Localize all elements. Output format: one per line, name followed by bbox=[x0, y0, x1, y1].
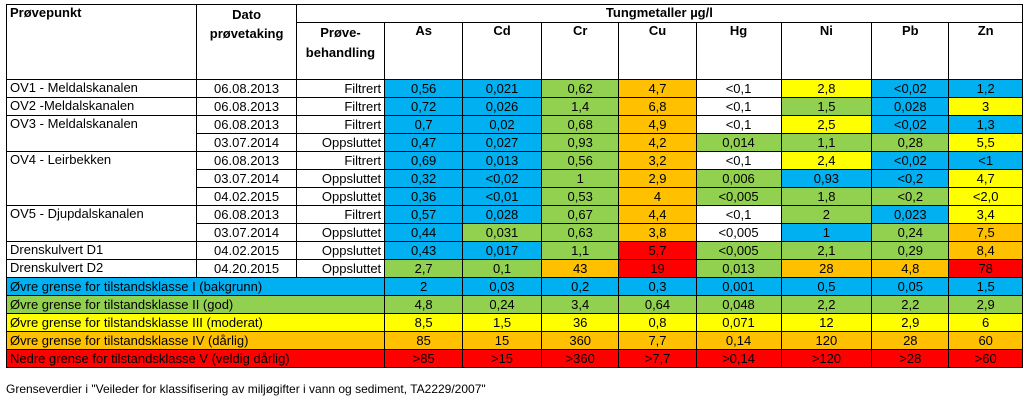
header-sample-treatment: Prøve-behandling bbox=[296, 23, 384, 80]
limit-value-cell: 28 bbox=[872, 332, 949, 350]
metal-value-cell: 0,63 bbox=[541, 224, 619, 242]
header-metal-hg: Hg bbox=[696, 23, 781, 80]
sample-treatment-cell: Oppsluttet bbox=[296, 224, 384, 242]
sample-treatment-cell: Oppsluttet bbox=[296, 260, 384, 278]
sample-date-cell: 04.02.2015 bbox=[197, 242, 296, 260]
sample-treatment-cell: Filtrert bbox=[296, 98, 384, 116]
table-row bbox=[7, 260, 1023, 278]
metal-value-cell: 0,021 bbox=[463, 80, 542, 98]
metal-value-cell: 2 bbox=[781, 206, 872, 224]
limit-value-cell: 120 bbox=[781, 332, 872, 350]
limit-row bbox=[7, 350, 1023, 368]
metal-value-cell: 2,1 bbox=[781, 242, 872, 260]
metal-value-cell: 0,36 bbox=[385, 188, 463, 206]
sample-treatment-cell: Oppsluttet bbox=[296, 242, 384, 260]
limit-value-cell: >7,7 bbox=[619, 350, 696, 368]
metal-value-cell: 0,7 bbox=[385, 116, 463, 134]
metal-value-cell: 8,4 bbox=[949, 242, 1023, 260]
sample-point-cell: OV4 - Leirbekken bbox=[7, 152, 197, 206]
metal-value-cell: 78 bbox=[949, 260, 1023, 278]
metal-value-cell: 1,2 bbox=[949, 80, 1023, 98]
metal-value-cell: 0,44 bbox=[385, 224, 463, 242]
header-metal-cr: Cr bbox=[541, 23, 619, 80]
metal-value-cell: 2,9 bbox=[619, 170, 696, 188]
limit-value-cell: >0,14 bbox=[696, 350, 781, 368]
metal-value-cell: 43 bbox=[541, 260, 619, 278]
metal-value-cell: <1 bbox=[949, 152, 1023, 170]
metal-value-cell: 4,9 bbox=[619, 116, 696, 134]
metal-value-cell: 0,026 bbox=[463, 98, 542, 116]
metal-value-cell: <2,0 bbox=[949, 188, 1023, 206]
limit-value-cell: 8,5 bbox=[385, 314, 463, 332]
metal-value-cell: 1,8 bbox=[781, 188, 872, 206]
limit-value-cell: 0,8 bbox=[619, 314, 696, 332]
metal-value-cell: 0,023 bbox=[872, 206, 949, 224]
footnote: Grenseverdier i "Veileder for klassifisering av miljøgifter i vann og sediment, TA2229/2007" bbox=[6, 382, 486, 396]
sample-treatment-cell: Filtrert bbox=[296, 152, 384, 170]
metal-value-cell: <0,1 bbox=[696, 206, 781, 224]
sample-date-cell: 04.20.2015 bbox=[197, 260, 296, 278]
limit-value-cell: 12 bbox=[781, 314, 872, 332]
metal-value-cell: 2,8 bbox=[781, 80, 872, 98]
metal-value-cell: 4,7 bbox=[619, 80, 696, 98]
limit-value-cell: 0,3 bbox=[619, 278, 696, 296]
metal-value-cell: 0,013 bbox=[696, 260, 781, 278]
metal-value-cell: 0,32 bbox=[385, 170, 463, 188]
metal-value-cell: 4,8 bbox=[872, 260, 949, 278]
header-heavy-metals: Tungmetaller µg/l bbox=[296, 5, 1022, 23]
metal-value-cell: <0,2 bbox=[872, 170, 949, 188]
sample-treatment-cell: Oppsluttet bbox=[296, 134, 384, 152]
metal-value-cell: 1 bbox=[541, 170, 619, 188]
limit-row bbox=[7, 278, 1023, 296]
limit-value-cell: 0,001 bbox=[696, 278, 781, 296]
metal-value-cell: 7,5 bbox=[949, 224, 1023, 242]
sample-treatment-cell: Filtrert bbox=[296, 206, 384, 224]
sample-date-cell: 04.02.2015 bbox=[197, 188, 296, 206]
limit-value-cell: 2,9 bbox=[949, 296, 1023, 314]
limit-value-cell: 0,048 bbox=[696, 296, 781, 314]
metal-value-cell: 0,1 bbox=[463, 260, 542, 278]
limit-value-cell: 1,5 bbox=[949, 278, 1023, 296]
metal-value-cell: 28 bbox=[781, 260, 872, 278]
sample-date-cell: 03.07.2014 bbox=[197, 224, 296, 242]
header-metal-as: As bbox=[385, 23, 463, 80]
metal-value-cell: 4,2 bbox=[619, 134, 696, 152]
limit-value-cell: 2,2 bbox=[781, 296, 872, 314]
metal-value-cell: <0,1 bbox=[696, 80, 781, 98]
sample-date-cell: 03.07.2014 bbox=[197, 134, 296, 152]
metal-value-cell: 0,027 bbox=[463, 134, 542, 152]
metal-value-cell: <0,005 bbox=[696, 188, 781, 206]
metal-value-cell: 1,3 bbox=[949, 116, 1023, 134]
metal-value-cell: 1,1 bbox=[781, 134, 872, 152]
metal-value-cell: 4 bbox=[619, 188, 696, 206]
sample-point-cell: OV1 - Meldalskanalen bbox=[7, 80, 197, 98]
header-sample-point: Prøvepunkt bbox=[7, 5, 197, 80]
limit-value-cell: 0,14 bbox=[696, 332, 781, 350]
table-row bbox=[7, 116, 1023, 134]
metal-value-cell: 0,57 bbox=[385, 206, 463, 224]
metal-value-cell: <0,01 bbox=[463, 188, 542, 206]
sample-date-cell: 06.08.2013 bbox=[197, 152, 296, 170]
limit-value-cell: >360 bbox=[541, 350, 619, 368]
metal-value-cell: <0,02 bbox=[872, 152, 949, 170]
metal-value-cell: <0,2 bbox=[872, 188, 949, 206]
table-header bbox=[7, 5, 1023, 80]
metal-value-cell: 0,028 bbox=[463, 206, 542, 224]
metal-value-cell: 3 bbox=[949, 98, 1023, 116]
limit-value-cell: 85 bbox=[385, 332, 463, 350]
metal-value-cell: 0,72 bbox=[385, 98, 463, 116]
header-metal-cu: Cu bbox=[619, 23, 696, 80]
sample-treatment-cell: Oppsluttet bbox=[296, 170, 384, 188]
metal-value-cell: 0,56 bbox=[541, 152, 619, 170]
limit-value-cell: 2,9 bbox=[872, 314, 949, 332]
table-row bbox=[7, 206, 1023, 224]
sample-treatment-cell: Filtrert bbox=[296, 80, 384, 98]
heavy-metals-table bbox=[6, 4, 1023, 368]
metal-value-cell: 0,93 bbox=[541, 134, 619, 152]
limit-row bbox=[7, 332, 1023, 350]
metal-value-cell: 0,028 bbox=[872, 98, 949, 116]
limit-value-cell: 7,7 bbox=[619, 332, 696, 350]
metal-value-cell: <0,1 bbox=[696, 98, 781, 116]
header-sample-date: Dato prøvetaking bbox=[197, 5, 296, 80]
limit-value-cell: 60 bbox=[949, 332, 1023, 350]
header-metal-ni: Ni bbox=[781, 23, 872, 80]
metal-value-cell: 1,4 bbox=[541, 98, 619, 116]
limit-label-cell: Øvre grense for tilstandsklasse II (god) bbox=[7, 296, 385, 314]
limit-row bbox=[7, 296, 1023, 314]
metal-value-cell: 0,68 bbox=[541, 116, 619, 134]
sample-point-cell: OV5 - Djupdalskanalen bbox=[7, 206, 197, 242]
metal-value-cell: <0,1 bbox=[696, 116, 781, 134]
header-metal-zn: Zn bbox=[949, 23, 1023, 80]
metal-value-cell: 0,47 bbox=[385, 134, 463, 152]
limit-label-cell: Øvre grense for tilstandsklasse III (moderat) bbox=[7, 314, 385, 332]
metal-value-cell: 0,53 bbox=[541, 188, 619, 206]
sample-date-cell: 06.08.2013 bbox=[197, 80, 296, 98]
sample-date-cell: 06.08.2013 bbox=[197, 206, 296, 224]
limit-value-cell: 3,4 bbox=[541, 296, 619, 314]
metal-value-cell: 2,5 bbox=[781, 116, 872, 134]
metal-value-cell: <0,02 bbox=[872, 116, 949, 134]
limit-value-cell: 0,64 bbox=[619, 296, 696, 314]
limit-value-cell: >60 bbox=[949, 350, 1023, 368]
metal-value-cell: 0,62 bbox=[541, 80, 619, 98]
metal-value-cell: 6,8 bbox=[619, 98, 696, 116]
metal-value-cell: 0,28 bbox=[872, 134, 949, 152]
table-row bbox=[7, 98, 1023, 116]
limit-value-cell: 15 bbox=[463, 332, 542, 350]
limit-value-cell: 360 bbox=[541, 332, 619, 350]
limit-value-cell: 6 bbox=[949, 314, 1023, 332]
sample-point-cell: Drenskulvert D1 bbox=[7, 242, 197, 260]
sample-point-cell: OV3 - Meldalskanalen bbox=[7, 116, 197, 152]
table-body bbox=[7, 80, 1023, 368]
table-row bbox=[7, 242, 1023, 260]
metal-value-cell: 1,1 bbox=[541, 242, 619, 260]
metal-value-cell: 0,014 bbox=[696, 134, 781, 152]
limit-label-cell: Øvre grense for tilstandsklasse I (bakgrunn) bbox=[7, 278, 385, 296]
sample-treatment-cell: Filtrert bbox=[296, 116, 384, 134]
metal-value-cell: <0,1 bbox=[696, 152, 781, 170]
metal-value-cell: 0,93 bbox=[781, 170, 872, 188]
limit-value-cell: 0,5 bbox=[781, 278, 872, 296]
metal-value-cell: 3,2 bbox=[619, 152, 696, 170]
metal-value-cell: 0,56 bbox=[385, 80, 463, 98]
metal-value-cell: 4,4 bbox=[619, 206, 696, 224]
limit-value-cell: >28 bbox=[872, 350, 949, 368]
metal-value-cell: 0,69 bbox=[385, 152, 463, 170]
metal-value-cell: <0,02 bbox=[872, 80, 949, 98]
metal-value-cell: 5,7 bbox=[619, 242, 696, 260]
metal-value-cell: 4,7 bbox=[949, 170, 1023, 188]
metal-value-cell: <0,005 bbox=[696, 242, 781, 260]
metal-value-cell: 1 bbox=[781, 224, 872, 242]
header-metal-pb: Pb bbox=[872, 23, 949, 80]
limit-value-cell: >120 bbox=[781, 350, 872, 368]
limit-value-cell: 0,071 bbox=[696, 314, 781, 332]
limit-value-cell: 0,24 bbox=[463, 296, 542, 314]
limit-value-cell: 0,05 bbox=[872, 278, 949, 296]
limit-label-cell: Øvre grense for tilstandsklasse IV (dårlig) bbox=[7, 332, 385, 350]
metal-value-cell: 0,43 bbox=[385, 242, 463, 260]
sample-treatment-cell: Oppsluttet bbox=[296, 188, 384, 206]
metal-value-cell: 3,8 bbox=[619, 224, 696, 242]
metal-value-cell: 0,24 bbox=[872, 224, 949, 242]
metal-value-cell: 0,29 bbox=[872, 242, 949, 260]
metal-value-cell: 0,013 bbox=[463, 152, 542, 170]
metal-value-cell: 2,4 bbox=[781, 152, 872, 170]
sample-point-cell: OV2 -Meldalskanalen bbox=[7, 98, 197, 116]
metal-value-cell: 5,5 bbox=[949, 134, 1023, 152]
metal-value-cell: <0,02 bbox=[463, 170, 542, 188]
sample-point-cell: Drenskulvert D2 bbox=[7, 260, 197, 278]
limit-label-cell: Nedre grense for tilstandsklasse V (veldig dårlig) bbox=[7, 350, 385, 368]
metal-value-cell: 0,67 bbox=[541, 206, 619, 224]
limit-value-cell: 4,8 bbox=[385, 296, 463, 314]
metal-value-cell: 0,02 bbox=[463, 116, 542, 134]
metal-value-cell: <0,005 bbox=[696, 224, 781, 242]
metal-value-cell: 1,5 bbox=[781, 98, 872, 116]
metal-value-cell: 0,017 bbox=[463, 242, 542, 260]
limit-value-cell: >85 bbox=[385, 350, 463, 368]
metal-value-cell: 2,7 bbox=[385, 260, 463, 278]
sample-date-cell: 06.08.2013 bbox=[197, 116, 296, 134]
metal-value-cell: 0,031 bbox=[463, 224, 542, 242]
limit-value-cell: 36 bbox=[541, 314, 619, 332]
limit-value-cell: >15 bbox=[463, 350, 542, 368]
limit-value-cell: 0,2 bbox=[541, 278, 619, 296]
sample-date-cell: 06.08.2013 bbox=[197, 98, 296, 116]
sample-date-cell: 03.07.2014 bbox=[197, 170, 296, 188]
limit-value-cell: 2,2 bbox=[872, 296, 949, 314]
limit-value-cell: 0,03 bbox=[463, 278, 542, 296]
metal-value-cell: 0,006 bbox=[696, 170, 781, 188]
limit-value-cell: 2 bbox=[385, 278, 463, 296]
table-row bbox=[7, 80, 1023, 98]
limit-value-cell: 1,5 bbox=[463, 314, 542, 332]
metal-value-cell: 19 bbox=[619, 260, 696, 278]
metal-value-cell: 3,4 bbox=[949, 206, 1023, 224]
table-row bbox=[7, 152, 1023, 170]
header-metal-cd: Cd bbox=[463, 23, 542, 80]
limit-row bbox=[7, 314, 1023, 332]
